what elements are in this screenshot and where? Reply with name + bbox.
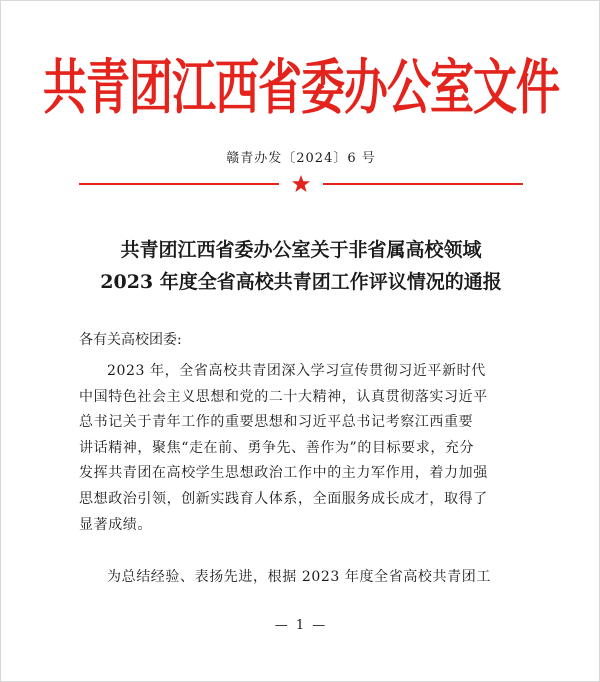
salutation: 各有关高校团委: (79, 332, 182, 348)
paragraph-line: 思想政治引领，创新实践育人体系，全面服务成长成才，取得了 (79, 490, 488, 507)
paragraph-line: 发挥共青团在高校学生思想政治工作中的主力军作用，着力加强 (79, 465, 488, 482)
body-paragraph-2 (79, 565, 527, 591)
masthead: 共青团江西省委办公室文件 (43, 53, 559, 123)
body-paragraph-1 (79, 359, 527, 538)
document-title-line-1: 共青团江西省委办公室关于非省属高校领域 (120, 239, 482, 261)
separator (79, 174, 523, 194)
separator-left-line (79, 183, 279, 185)
document-number: 赣青办发〔2024〕6 号 (226, 151, 376, 166)
paragraph-line: 显著成绩。 (79, 516, 152, 533)
paragraph-line: 2023 年，全省高校共青团深入学习宣传贯彻习近平新时代 (107, 363, 486, 379)
red-star-icon (291, 174, 311, 194)
separator-right-line (323, 183, 523, 185)
paragraph-line: 总书记关于青年工作的重要思想和习近平总书记考察江西重要 (79, 414, 474, 431)
paragraph-line: 中国特色社会主义思想和党的二十大精神，认真贯彻落实习近平 (79, 388, 488, 405)
page-number: — 1 — (274, 618, 328, 633)
paragraph-line: 为总结经验、表扬先进，根据 2023 年度全省高校共青团工 (107, 569, 491, 585)
document-title-line-2: 2023 年度全省高校共青团工作评议情况的通报 (100, 271, 502, 293)
paragraph-line: 讲话精神，聚焦“走在前、勇争先、善作为”的目标要求，充分 (79, 439, 475, 456)
